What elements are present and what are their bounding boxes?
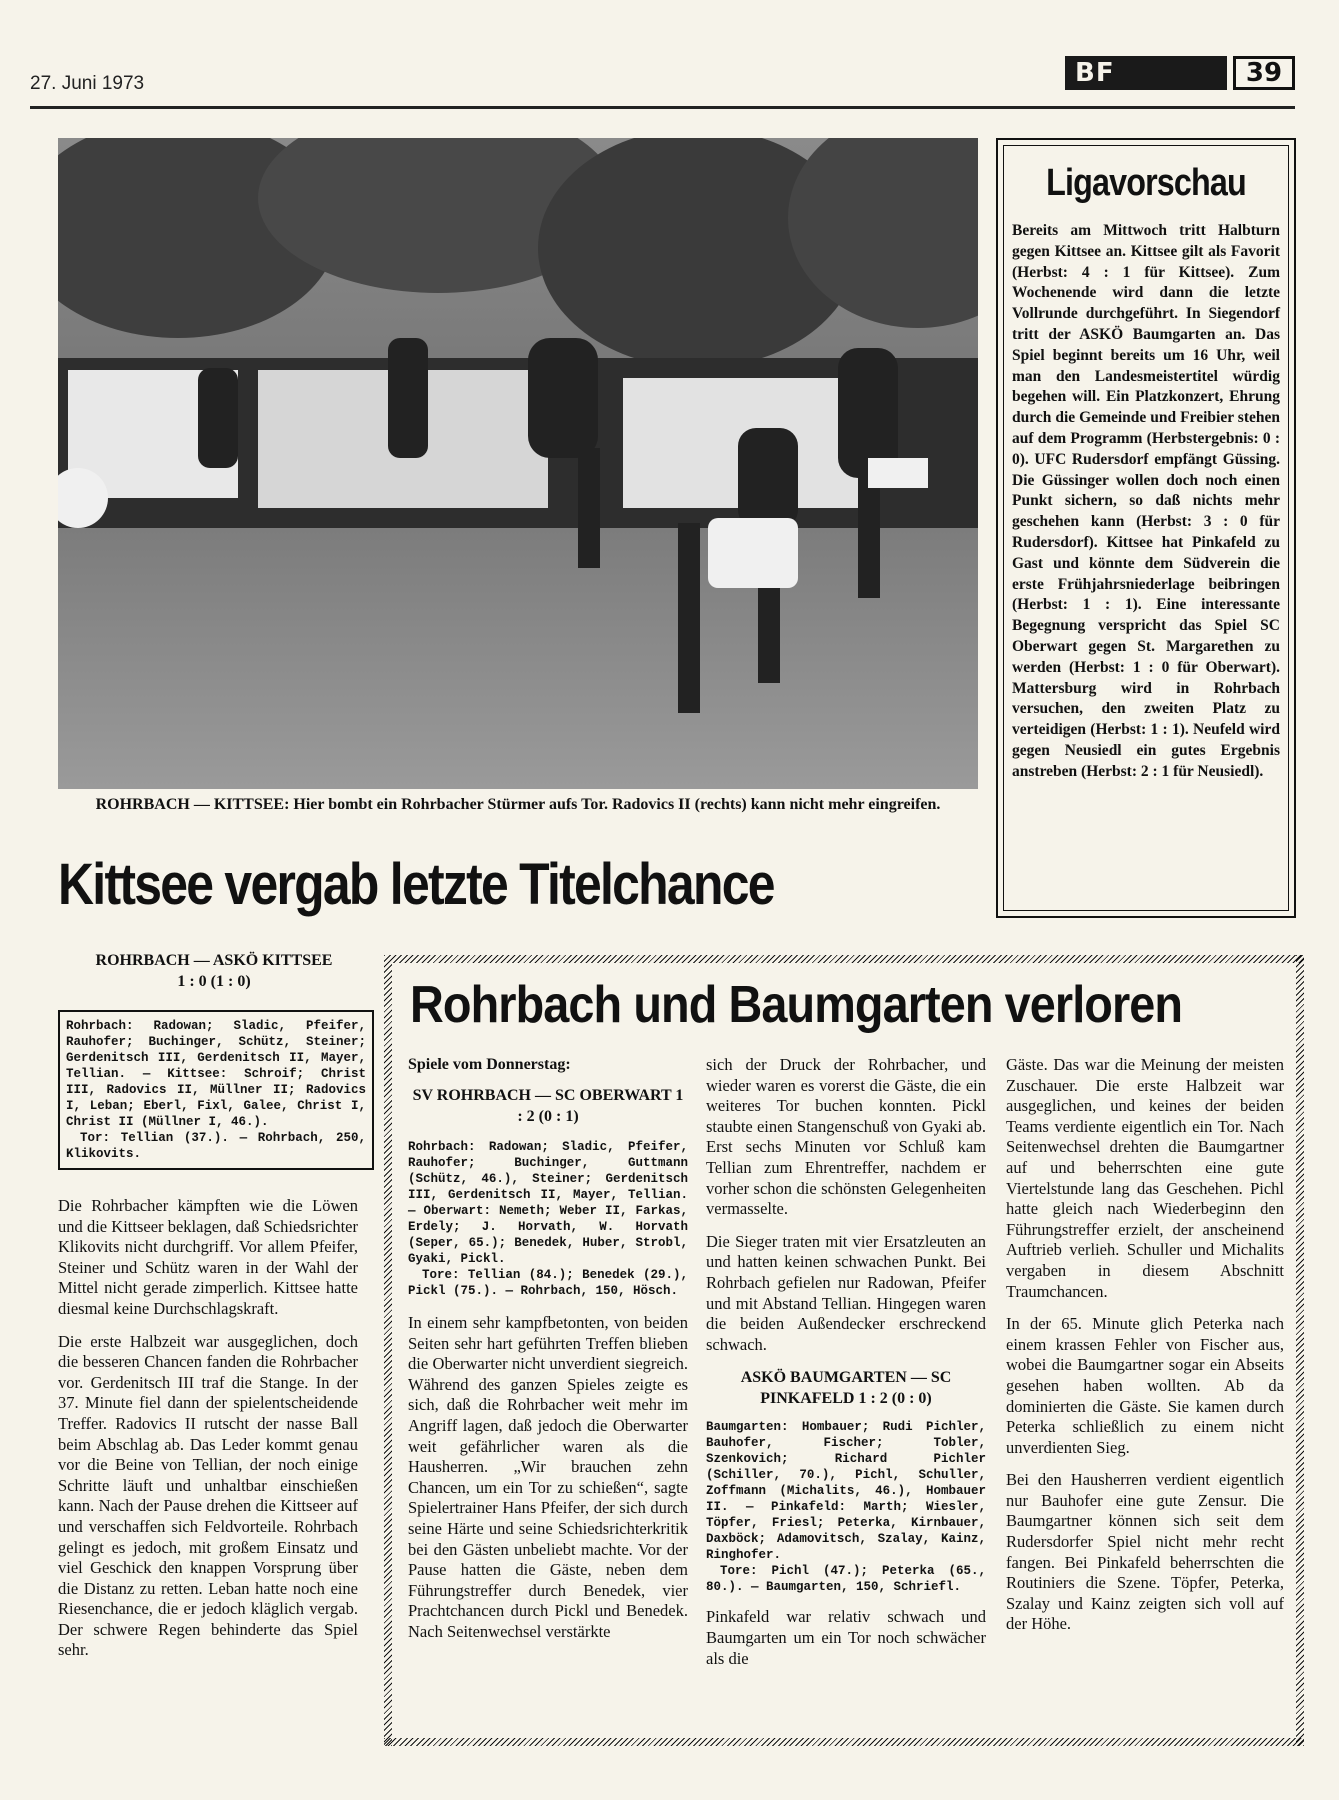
- page-marker: [1065, 56, 1295, 90]
- games-intro: Spiele vom Donnerstag:: [408, 1056, 571, 1073]
- pinkafeld-lineup-teams: Baumgarten: Hombauer; Rudi Pichler, Bauhofer, Fischer; Tobler, Szenkovich; Richard Pichler (Schiller, 70.), Pichl, Schuller, Zoffmann (Michalits, 46.), Hombauer II. — Pinkafeld: Marth; Wiesler, Töpfer, Friesl; Peterka, Kirnbauer, Daxböck; Adamovitsch, Szalay, Kainz, Ringhofer.: [706, 1420, 986, 1563]
- oberwart-report: In einem sehr kampfbetonten, von beiden Seiten sehr hart geführten Treffen blieben die Oberwarter nicht unverdient siegreich. Während des ganzen Spieles zeigte es sich, daß die Rohrbacher weit mehr im Angriff lagen, daß jedoch die Oberwarter weit gefährlicher waren als die Hausherren. „Wir brauchen zehn Chancen, um ein Tor zu schießen“, sagte Spielertrainer Hans Pfeifer, der sich durch seine Härte und seine Schiedsrichterkritik bei den Gästen unbeliebt machte. Vor der Pause hatten die Gäste, neben dem Führungstreffer durch Benedek, vier Prachtchancen durch Pickl und Benedek. Nach Seitenwechsel verstärkte: [408, 1313, 688, 1641]
- left-match-score: 1 : 0 (1 : 0): [177, 973, 251, 990]
- match-result-oberwart: SV ROHRBACH — SC OBERWART 1 : 2 (0 : 1): [412, 1087, 684, 1125]
- column-two: [408, 1055, 688, 1643]
- page-number: 39: [1233, 56, 1295, 90]
- left-match-title: ROHRBACH — ASKÖ KITTSEE: [95, 952, 333, 969]
- oberwart-lineup: [408, 1139, 688, 1299]
- col3-paragraph: sich der Druck der Rohrbacher, und wieder waren es vorerst die Gäste, die ein weiteres Tor buchen konnten. Pickl staubte einen Stangenschuß von Gyaki ab. Erst sechs Minuten vor Schluß kam Tellian zum Ehrentreffer, nachdem er vorher schon die schönsten Gelegenheiten vermasselte.: [706, 1055, 986, 1219]
- col3-paragraph: Die Sieger traten mit vier Ersatzleuten an und hatten keinen schwachen Punkt. Bei Rohrbach gefielen nur Radowan, Pfeifer und mit Abstand Tellian. Hingegen waren die beiden Außendecker erschreckend schwach.: [706, 1231, 986, 1354]
- frame-left-hatch: [384, 955, 392, 1746]
- left-match-header: [58, 950, 370, 992]
- left-lineup-goals: Tor: Tellian (37.). — Rohrbach, 250, Klikovits.: [66, 1131, 366, 1161]
- match-photo-graphic: [58, 138, 978, 789]
- left-paragraph: Die Rohrbacher kämpften wie die Löwen und die Kittseer beklagen, daß Schiedsrichter Klikovits nicht durchgriff. Vor allem Pfeifer, Steiner und Schütz waren in der Wahl der Mittel nicht gerade zimperlich. Kittsee hatte diesmal keine Durchschlagskraft.: [58, 1196, 358, 1318]
- left-article: [58, 1196, 358, 1673]
- col4-paragraph: Bei den Hausherren verdient eigentlich nur Bauhofer eine gute Zensur. Die Baumgartner können sich seit dem Rudersdorfer Spiel nicht mehr recht fangen. Bei Pinkafeld beherrschten die Routiniers die Szene. Töpfer, Peterka, Szalay und Kainz zeigten sich voll auf der Höhe.: [1006, 1470, 1284, 1634]
- match-photo: [58, 138, 978, 789]
- col4-paragraph: In der 65. Minute glich Peterka nach einem krassen Fehler von Fischer aus, wobei die Baumgartner sogar ein Abseits gesehen haben wollten. Ab da dominierten die Gäste. Sie kamen durch Peterka schließlich zu einem nicht unverdienten Sieg.: [1006, 1314, 1284, 1457]
- column-four: [1006, 1055, 1284, 1647]
- photo-caption: ROHRBACH — KITTSEE: Hier bombt ein Rohrbacher Stürmer aufs Tor. Radovics II (rechts) kann nicht mehr eingreifen.: [95, 796, 941, 813]
- pinkafeld-report-start: Pinkafeld war relativ schwach und Baumgarten um ein Tor noch schwächer als die: [706, 1607, 986, 1668]
- second-headline: Rohrbach und Baumgarten verloren: [410, 976, 1183, 1034]
- section-label: BF: [1065, 56, 1227, 90]
- issue-date: 27. Juni 1973: [30, 73, 145, 94]
- left-paragraph: Die erste Halbzeit war ausgeglichen, doch die besseren Chancen fanden die Rohrbacher vor. Gerdenitsch III traf die Stange. In der 37. Minute fiel dann der spielentscheidende Treffer. Radovics II rutscht der nasse Ball beim Abschlag ab. Das Leder kommt genau vor die Beine von Tellian, der noch einige Schritte läuft und unhaltbar einschießen kann. Nach der Pause drehen die Kittseer auf und verschaffen sich Feldvorteile. Rohrbach gelingt es jedoch, mit großem Einsatz und viel Geschick den knappen Vorsprung über die Distanz zu retten. Leban hatte noch eine Riesenchance, die er jedoch kläglich vergab. Der schwere Regen behinderte das Spiel sehr.: [58, 1331, 358, 1660]
- frame-right-hatch: [1296, 955, 1304, 1746]
- preview-box: [996, 138, 1296, 918]
- left-lineup-box: [58, 1010, 374, 1170]
- column-three: [706, 1055, 986, 1669]
- pinkafeld-lineup-goals: Tore: Pichl (47.); Peterka (65., 80.). — Baumgarten, 150, Schriefl.: [706, 1564, 986, 1595]
- header-rule: [30, 106, 1295, 109]
- preview-body: Bereits am Mittwoch tritt Halbturn gegen Kittsee an. Kittsee gilt als Favorit (Herbst: 4 : 1 für Kittsee). Zum Wochenende wird dann die letzte Vollrunde durchgeführt. In Siegendorf tritt der ASKÖ Baumgarten an. Das Spiel beginnt bereits um 16 Uhr, weil man den Landesmeistertitel würdig begehen will. Ein Platzkonzert, Ehrung durch die Gemeinde und Freibier stehen auf dem Programm (Herbstergebnis: 0 : 0). UFC Rudersdorf empfängt Güssing. Die Güssinger wollen doch noch einen Punkt sichern, so daß nichts mehr geschehen kann (Herbst: 3 : 0 für Rudersdorf). Kittsee hat Pinkafeld zu Gast und könnte dem Südverein die erste Frühjahrsniederlage beibringen (Herbst: 1 : 1). Eine interessante Begegnung verspricht das Spiel SC Oberwart gegen St. Margarethen zu werden (Herbst: 1 : 0 für Oberwart). Mattersburg wird in Rohrbach versuchen, den zweiten Platz zu verteidigen (Herbst: 1 : 1). Neufeld wird gegen Neusiedl ein gutes Ergebnis anstreben (Herbst: 2 : 1 für Neusiedl).: [1012, 222, 1280, 780]
- oberwart-lineup-teams: Rohrbach: Radowan; Sladic, Pfeifer, Rauhofer; Buchinger, Guttmann (Schütz, 46.), Steiner; Gerdenitsch III, Gerdenitsch II, Mayer, Tellian. — Oberwart: Nemeth; Weber II, Farkas, Erdely; J. Horvath, W. Horvath (Seper, 65.); Benedek, Huber, Strobl, Gyaki, Pickl.: [408, 1140, 688, 1266]
- col4-paragraph: Gäste. Das war die Meinung der meisten Zuschauer. Die erste Halbzeit war ausgeglichen, und keines der beiden Teams verdiente eigentlich ein Tor. Nach Seitenwechsel drehten die Baumgartner auf und beherrschten eine gute Viertelstunde lang das Geschehen. Pichl hatte gleich nach Wiederbeginn den Führungstreffer erzielt, der anscheinend Auftrieb verlieh. Schuller und Michalits vergaben in diesem Abschnitt Traumchancen.: [1006, 1055, 1284, 1301]
- frame-top-hatch: [384, 955, 1304, 963]
- oberwart-lineup-goals: Tore: Tellian (84.); Benedek (29.), Pickl (75.). — Rohrbach, 150, Hösch.: [408, 1268, 688, 1298]
- frame-bottom-hatch: [384, 1738, 1304, 1746]
- pinkafeld-lineup: [706, 1419, 986, 1595]
- match-result-pinkafeld: ASKÖ BAUMGARTEN — SC PINKAFELD 1 : 2 (0 : 0): [740, 1369, 952, 1408]
- left-lineup-teams: Rohrbach: Radowan; Sladic, Pfeifer, Rauhofer; Buchinger, Schütz, Steiner; Gerdenitsch III, Gerdenitsch II, Mayer, Tellian. — Kittsee: Schroif; Christ III, Radovics II, Müllner II; Radovics I, Leban; Eberl, Fixl, Galee, Christ I, Christ II (Müllner I, 46.).: [66, 1019, 366, 1129]
- preview-title: Ligavorschau: [1046, 162, 1246, 204]
- main-headline: Kittsee vergab letzte Titelchance: [58, 852, 774, 917]
